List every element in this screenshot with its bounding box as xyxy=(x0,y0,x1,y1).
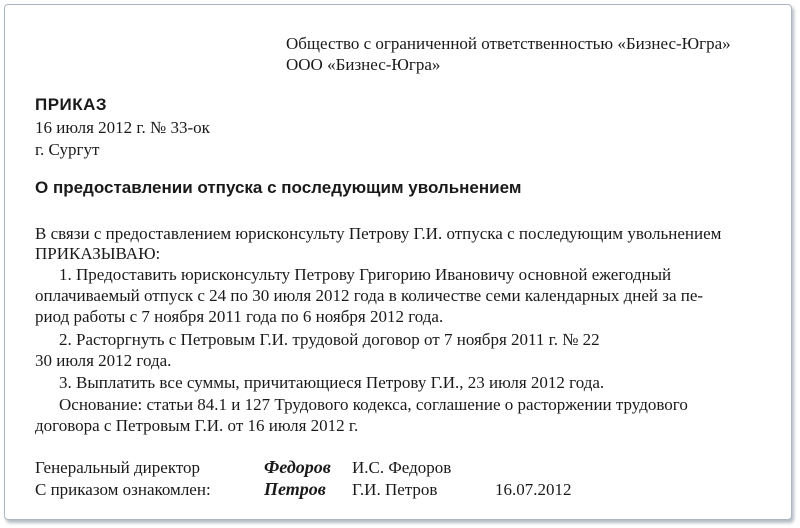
employee-signature: Петров xyxy=(264,479,326,499)
director-role: Генеральный директор xyxy=(35,458,201,477)
employee-sign-date: 16.07.2012 xyxy=(495,480,572,499)
order-heading: О предоставлении отпуска с последующим увольнением xyxy=(35,178,522,197)
basis-line-1: Основание: статьи 84.1 и 127 Трудового кодекса, соглашение о расторжении трудового xyxy=(59,395,688,414)
item-1-line-1: 1. Предоставить юрисконсульту Петрову Григорию Ивановичу основной ежегодный xyxy=(59,265,672,284)
director-signature: Федоров xyxy=(264,457,331,477)
item-2-line-2: 30 июля 2012 года. xyxy=(35,351,172,370)
acquainted-role: С приказом ознакомлен: xyxy=(35,480,211,499)
order-title: ПРИКАЗ xyxy=(35,95,108,114)
item-3-line-1: 3. Выплатить все суммы, причитающиеся Петрову Г.И., 23 июля 2012 года. xyxy=(59,373,605,392)
director-name: И.С. Федоров xyxy=(352,458,452,477)
employee-name: Г.И. Петров xyxy=(352,480,438,499)
basis-line-2: договора с Петровым Г.И. от 16 июля 2012 г. xyxy=(35,416,359,435)
organization-full-name: Общество с ограниченной ответственностью «Бизнес-Югра» xyxy=(286,34,731,53)
order-date-number: 16 июля 2012 г. № 33-ок xyxy=(35,118,210,137)
order-city: г. Сургут xyxy=(35,140,100,159)
item-2-line-1: 2. Расторгнуть с Петровым Г.И. трудовой договор от 7 ноября 2011 г. № 22 xyxy=(59,330,600,349)
intro-line-1: В связи с предоставлением юрисконсульту Петрову Г.И. отпуска с последующим увольнением xyxy=(35,224,722,243)
intro-line-2: ПРИКАЗЫВАЮ: xyxy=(35,244,161,263)
item-1-line-3: риод работы с 7 ноября 2011 года по 6 ноября 2012 года. xyxy=(35,307,444,326)
organization-short-name: ООО «Бизнес-Югра» xyxy=(286,55,441,74)
item-1-line-2: оплачиваемый отпуск с 24 по 30 июля 2012 года в количестве семи календарных дней за пе- xyxy=(35,286,704,305)
